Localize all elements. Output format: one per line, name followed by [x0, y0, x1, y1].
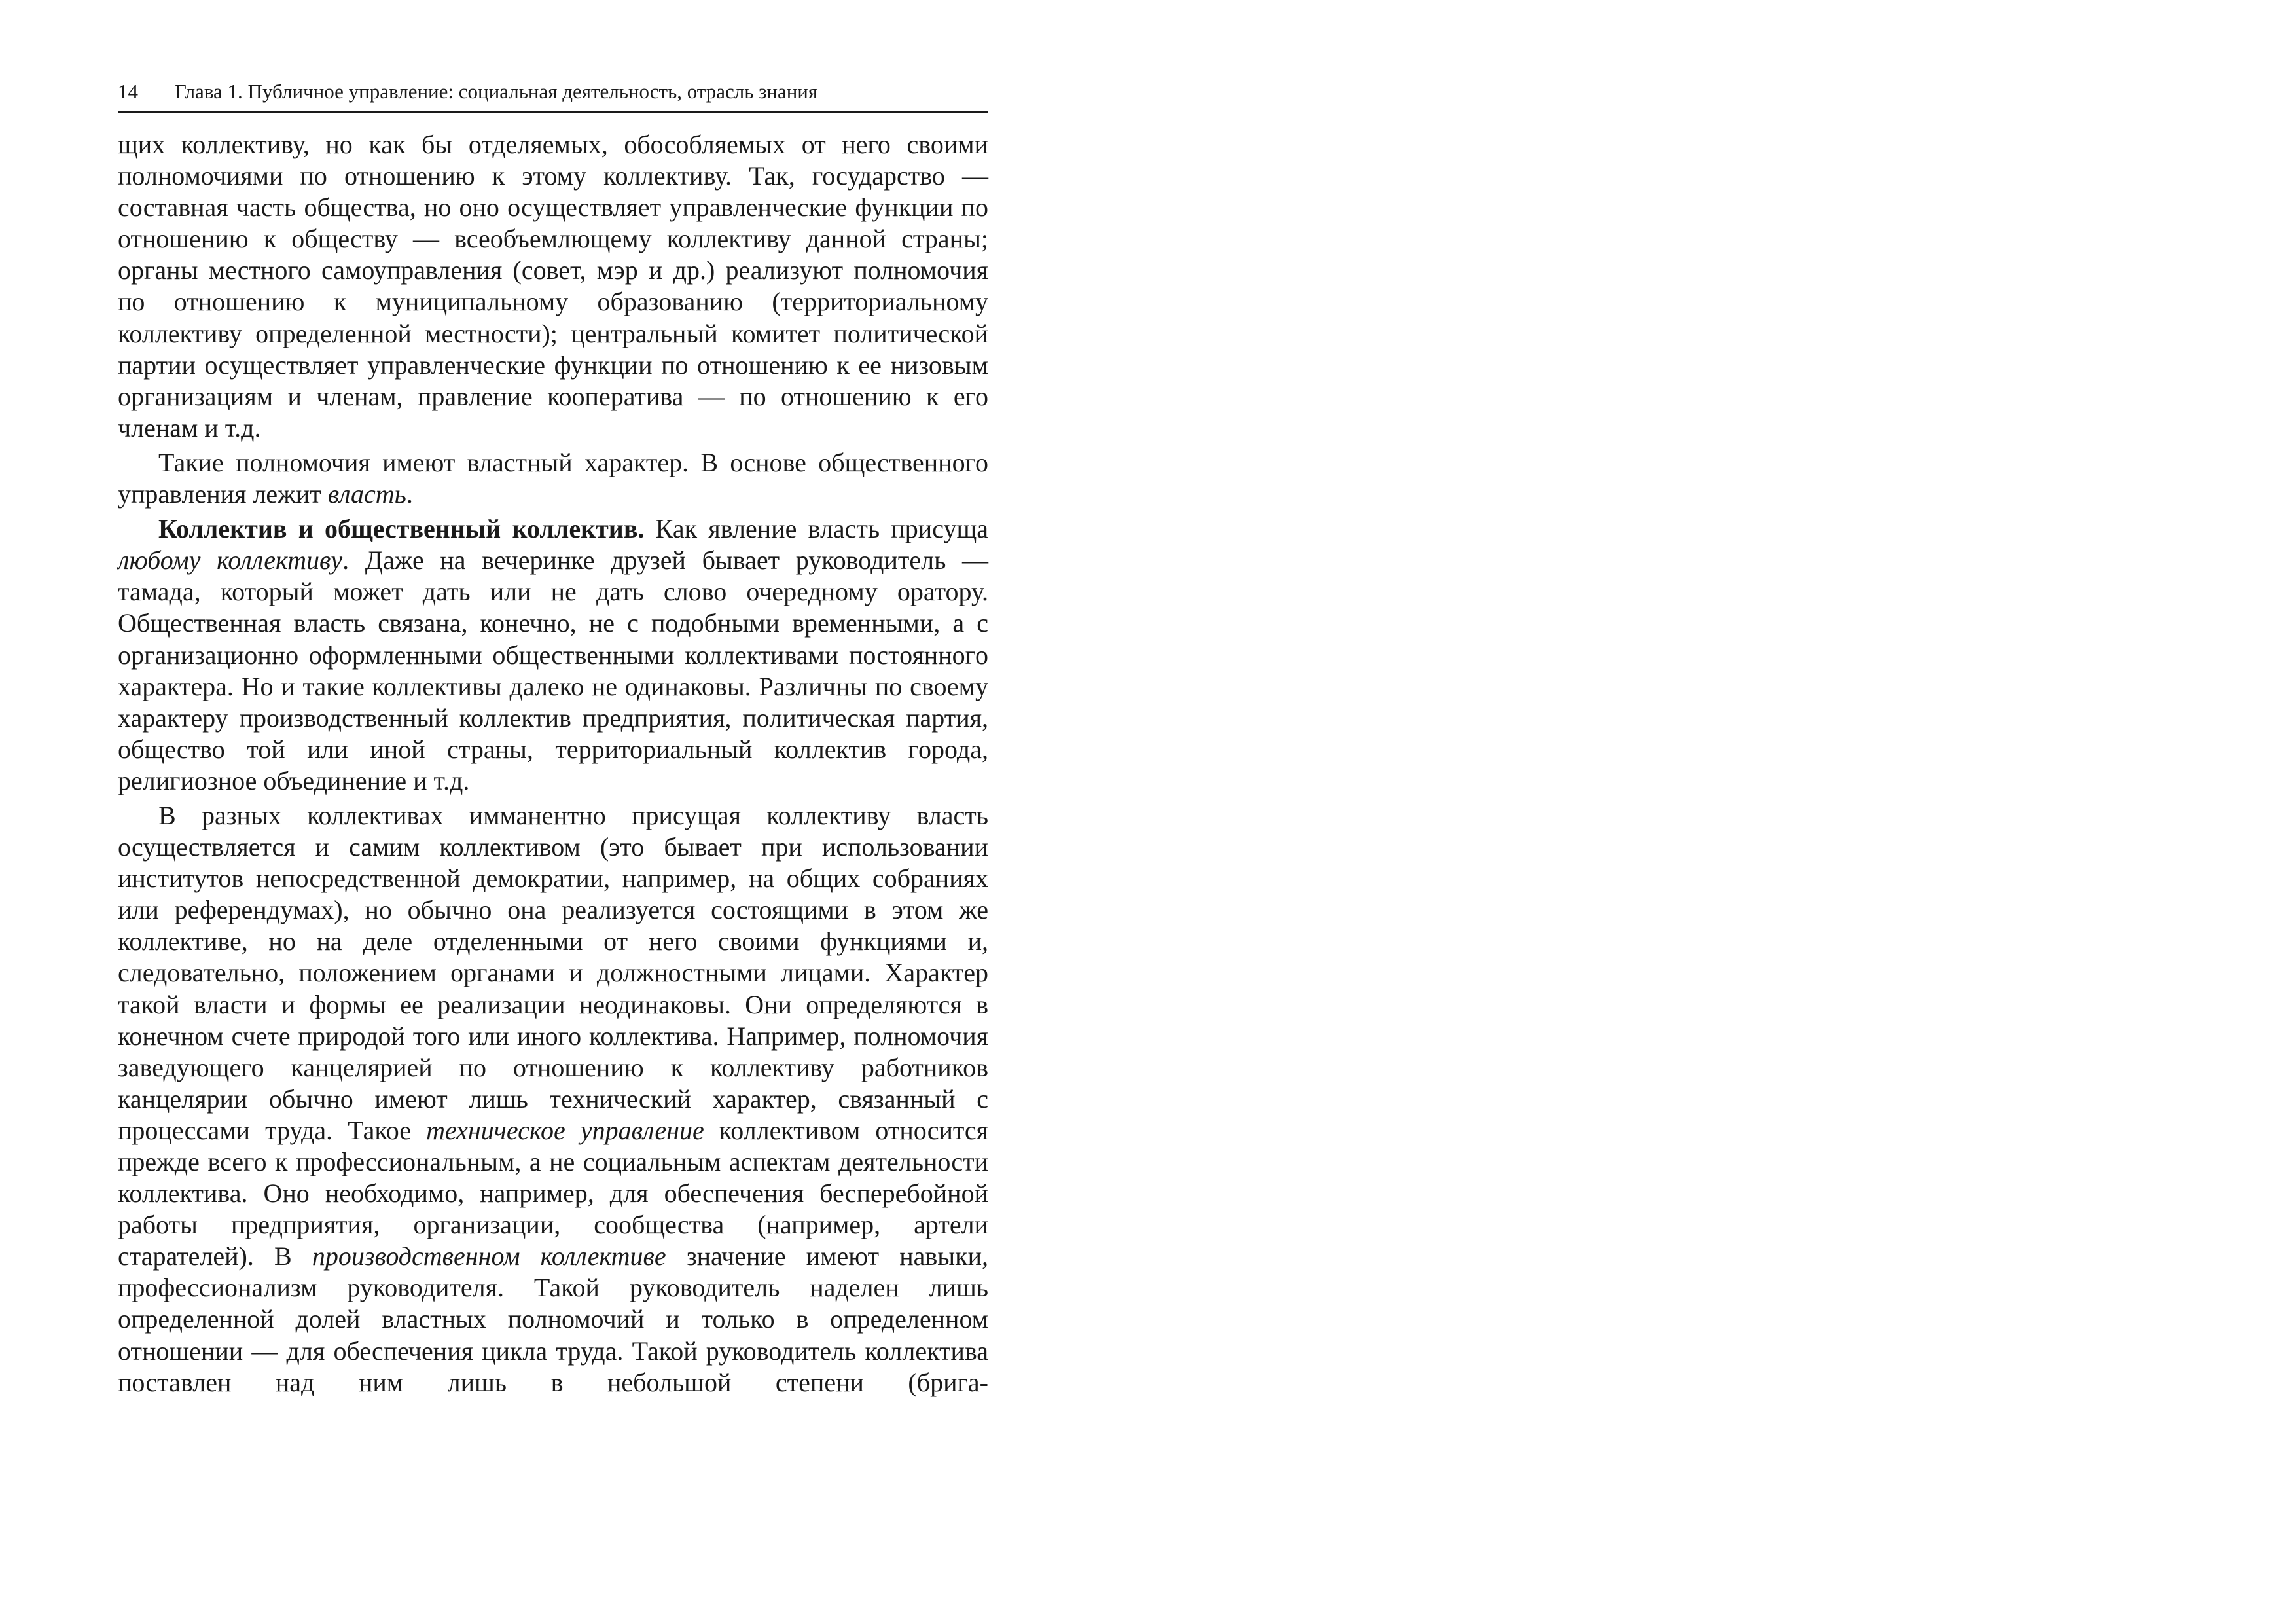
chapter-title: Глава 1. Публичное управление: социальная деятельность, отрасль знания: [175, 80, 818, 103]
paragraph-power: Такие полномочия имеют властный характер. В основе общественного управления лежит власть.: [118, 447, 988, 509]
running-header: [118, 79, 988, 113]
emphasis-production-collective: производственном коллективе: [312, 1241, 666, 1271]
emphasis-power: власть: [327, 479, 406, 509]
paragraph-collective: Коллектив и общественный коллектив. Как явление власть присуща любому коллективу. Даже на вечеринке друзей бывает руководитель — тамада, который может дать или не дать слово очередному оратору. Общественная власть связана, конечно, не с подобными временными, а с организационно оформленными общественными коллективами постоянного характера. Но и такие коллективы далеко не одинаковы. Различны по своему характеру производственный коллектив предприятия, политическая партия, общество той или иной страны, территориальный коллектив города, религиозное объединение и т.д.: [118, 514, 988, 795]
paragraph-continuation: щих коллективу, но как бы отделяемых, обособляемых от него своими полномочиями по отношению к этому коллективу. Так, государство — составная часть общества, но оно осуществляет управленческие функции по отношению к обществу — всеобъемлющему коллективу данной страны; органы местного самоуправления (совет, мэр и др.) реализуют полномочия по отношению к муниципальному образованию (территориальному коллективу определенной местности); центральный комитет политической партии осуществляет управленческие функции по отношению к ее низовым организациям и членам, правление кооператива — по отношению к его членам и т.д.: [118, 130, 988, 443]
emphasis-technical-management: техническое управление: [426, 1115, 704, 1145]
body-text: [118, 129, 988, 1398]
section-run-in-heading: Коллектив и общественный коллектив.: [158, 514, 645, 544]
book-page: [118, 79, 988, 1402]
paragraph-collectives-power: В разных коллективах имманентно присущая коллективу власть осуществляется и самим коллективом (это бывает при использовании институтов непосредственной демократии, например, на общих собраниях или референдумах), но обычно она реализуется состоящими в этом же коллективе, но на деле отделенными от него своими функциями и, следовательно, положением органами и должностными лицами. Характер такой власти и формы ее реализации неодинаковы. Они определяются в конечном счете природой того или иного коллектива. Например, полномочия заведующего канцелярией по отношению к коллективу работников канцелярии обычно имеют лишь технический характер, связанный с процессами труда. Такое техническое управление коллективом относится прежде всего к профессиональным, а не социальным аспектам деятельности коллектива. Оно необходимо, например, для обеспечения бесперебойной работы предприятия, организации, сообщества (например, артели старателей). В производственном коллективе значение имеют навыки, профессионализм руководителя. Такой руководитель наделен лишь определенной долей властных полномочий и только в определенном отношении — для обеспечения цикла труда. Такой руководитель коллектива поставлен над ним лишь в небольшой степени (брига-: [118, 800, 989, 1397]
page-number: 14: [118, 80, 138, 103]
emphasis-any-collective: любому коллективу: [118, 545, 343, 575]
